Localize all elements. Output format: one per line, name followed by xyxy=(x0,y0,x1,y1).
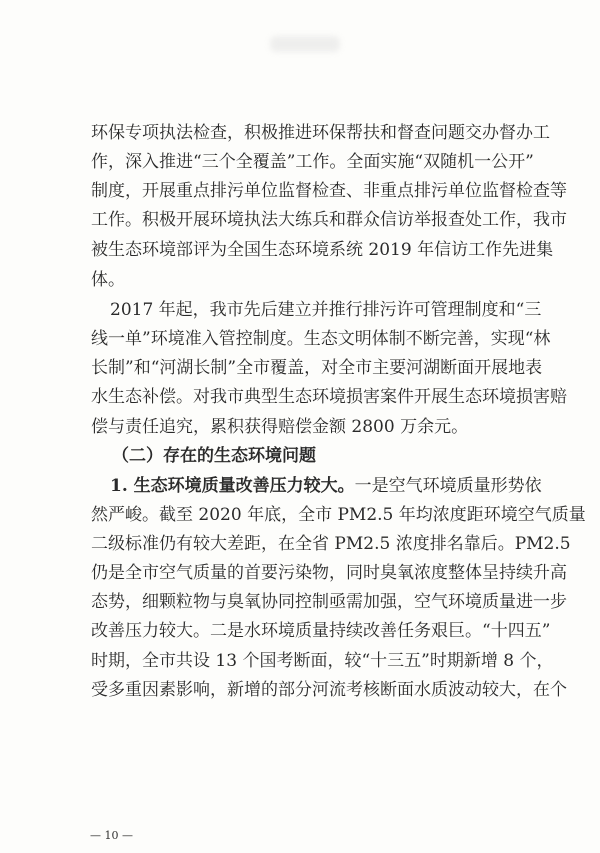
page-number: — 10 — xyxy=(90,829,133,842)
paragraph-line: 体。 xyxy=(91,270,125,290)
paragraph-line: 制度，开展重点排污单位监督检查、非重点排污单位监督检查等 xyxy=(91,181,567,201)
paragraph-line: 长制”和“河湖长制”全市覆盖，对全市主要河湖断面开展地表 xyxy=(91,358,543,378)
paragraph-line: 然严峻。截至 2020 年底，全市 PM2.5 年均浓度距环境空气质量 xyxy=(91,505,586,525)
scan-smudge xyxy=(270,36,340,52)
paragraph-line: 作，深入推进“三个全覆盖”工作。全面实施“双随机一公开” xyxy=(91,152,534,172)
item-1-text: 一是空气环境质量形势依 xyxy=(354,476,542,496)
paragraph-line: 环保专项执法检查，积极推进环保帮扶和督查问题交办督办工 xyxy=(91,123,550,143)
paragraph-line: 被生态环境部评为全国生态环境系统 2019 年信访工作先进集 xyxy=(91,240,554,260)
paragraph-line: 工作。积极开展环境执法大练兵和群众信访举报查处工作，我市 xyxy=(91,210,567,230)
item-1-line xyxy=(110,476,542,496)
paragraph-line: 偿与责任追究，累积获得赔偿金额 2800 万余元。 xyxy=(91,417,469,437)
item-1-number: 1. 生态环境质量改善压力较大。 xyxy=(110,476,355,496)
paragraph-line: 水生态补偿。对我市典型生态环境损害案件开展生态环境损害赔 xyxy=(91,387,567,407)
paragraph-line: 态势，细颗粒物与臭氧协同控制亟需加强，空气环境质量进一步 xyxy=(91,592,567,612)
paragraph-line: 线一单”环境准入管控制度。生态文明体制不断完善，实现“林 xyxy=(91,329,551,349)
paragraph-line: 二级标准仍有较大差距，在全省 PM2.5 浓度排名靠后。PM2.5 xyxy=(91,534,571,554)
paragraph-line: 仍是全市空气质量的首要污染物，同时臭氧浓度整体呈持续升高 xyxy=(91,563,567,583)
paragraph-line: 时期，全市共设 13 个国考断面，较“十三五”时期新增 8 个， xyxy=(91,651,554,671)
paragraph-line: 改善压力较大。二是水环境质量持续改善任务艰巨。“十四五” xyxy=(91,621,551,641)
paragraph-line: 2017 年起，我市先后建立并推行排污许可管理制度和“三 xyxy=(110,300,542,320)
section-heading: （二）存在的生态环境问题 xyxy=(112,446,316,466)
paragraph-line: 受多重因素影响，新增的部分河流考核断面水质波动较大，在个 xyxy=(91,680,567,700)
